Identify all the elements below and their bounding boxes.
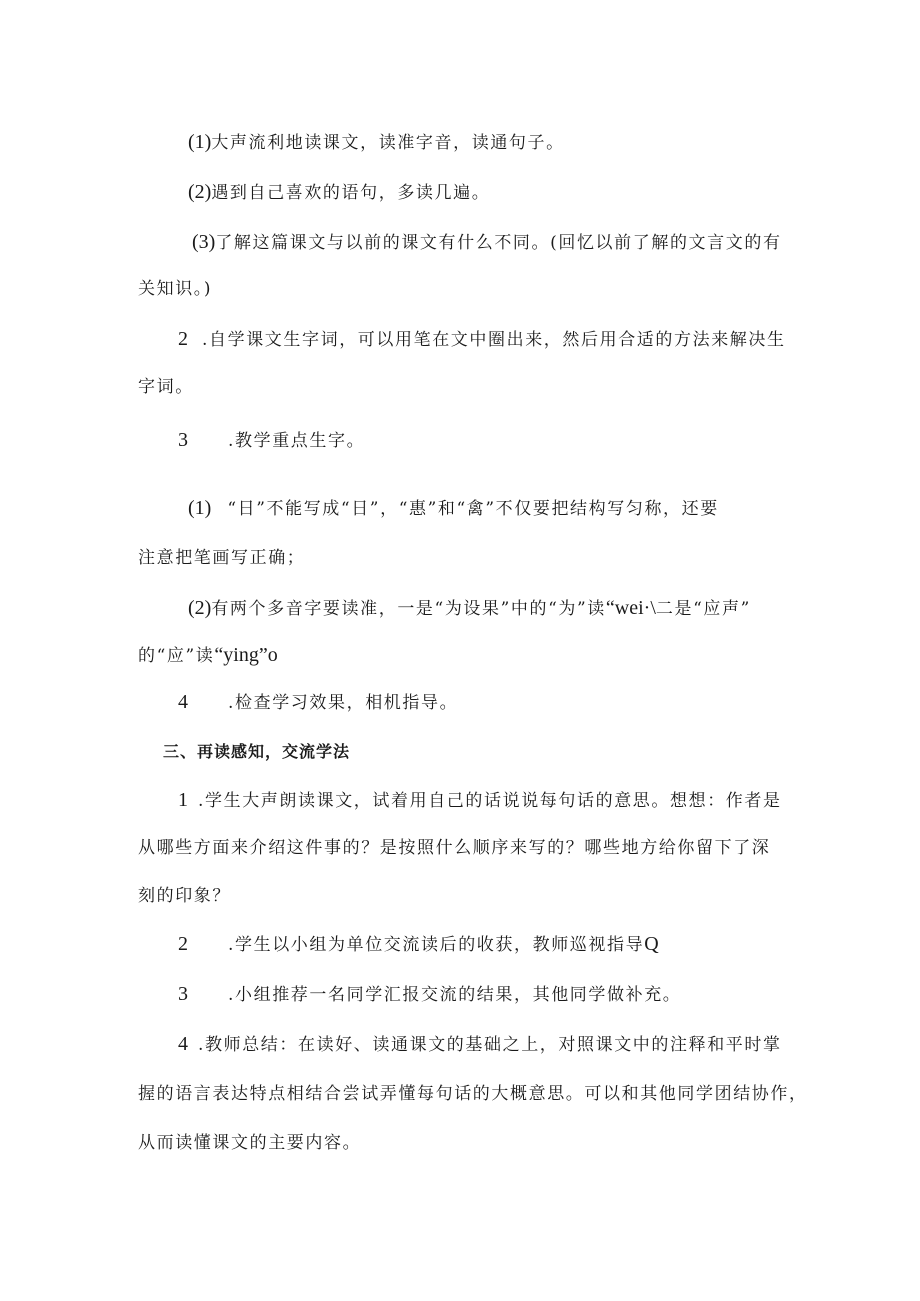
line-text: 从而读懂课文的主要内容。 — [138, 1133, 362, 1153]
line-text: 注意把笔画写正确； — [138, 548, 306, 568]
line-favorite-sentences — [188, 180, 838, 205]
item-number: (2) — [188, 181, 212, 203]
line-text: 关知识。) — [138, 279, 213, 299]
line-text: 字词。 — [138, 377, 194, 397]
line-read-aloud-meaning — [178, 788, 828, 813]
line-text: 遇到自己喜欢的语句，多读几遍。 — [211, 183, 491, 203]
line-text: .学生以小组为单位交流读后的收获，教师巡视指导 — [228, 935, 645, 955]
line-text: 刻的印象？ — [138, 886, 231, 906]
item-number: (2) — [188, 597, 212, 619]
line-text: .教学重点生字。 — [228, 431, 366, 451]
line-text: 从哪些方面来介绍这件事的？是按照什么顺序来写的？哪些地方给你留下了深 — [138, 838, 771, 858]
line-text: “日”不能写成“日”，“惠”和“禽”不仅要把结构写匀称，还要 — [227, 499, 719, 519]
line-text: .检查学习效果，相机指导。 — [228, 693, 459, 713]
line-compare-texts — [192, 230, 842, 255]
item-number: 4 — [178, 691, 188, 713]
line-read-aloud — [188, 130, 838, 155]
line-text: .教师总结：在读好、读通课文的基础之上，对照课文中的注释和平时掌 — [198, 1035, 782, 1055]
item-number: 4 — [178, 1033, 188, 1055]
line-text: .自学课文生字词，可以用笔在文中圈出来，然后用合适的方法来解决生 — [202, 330, 786, 350]
line-read-aloud-meaning-cont — [138, 836, 788, 860]
pinyin-text: “wei·\ — [605, 597, 656, 619]
section-heading — [163, 740, 813, 764]
item-number: 1 — [178, 789, 188, 811]
line-teacher-summary-cont — [138, 1082, 808, 1106]
line-self-study — [178, 327, 828, 352]
line-text: 大声流利地读课文，读准字音，读通句子。 — [211, 133, 565, 153]
line-text: 握的语言表达特点相结合尝试弄懂每句话的大概意思。可以和其他同学团结协作， — [138, 1084, 808, 1104]
line-character-rule-cont — [138, 546, 788, 570]
heading-text: 三、再读感知，交流学法 — [163, 742, 351, 761]
line-group-report — [178, 982, 828, 1007]
item-number: 3 — [178, 983, 188, 1005]
line-polyphonic — [188, 596, 838, 621]
item-number: (1) — [188, 497, 212, 519]
stray-mark-text: Q — [644, 933, 659, 955]
line-read-aloud-meaning-cont2 — [138, 884, 788, 908]
item-number: (1) — [188, 131, 212, 153]
line-text: 了解这篇课文与以前的课文有什么不同。(回忆以前了解的文言文的有 — [215, 233, 782, 253]
line-text: .学生大声朗读课文，试着用自己的话说说每句话的意思。想想：作者是 — [198, 791, 782, 811]
line-polyphonic-cont — [138, 643, 788, 668]
line-text: 的“应”读 — [138, 646, 215, 666]
line-text: .小组推荐一名同学汇报交流的结果，其他同学做补充。 — [228, 985, 682, 1005]
line-check-effect — [178, 690, 828, 715]
item-number: 2 — [178, 328, 188, 350]
line-self-study-cont — [138, 375, 788, 399]
line-text: 有两个多音字要读准，一是“为设果”中的“为”读 — [211, 599, 606, 619]
line-character-rule — [188, 496, 838, 521]
line-teacher-summary-cont2 — [138, 1131, 788, 1155]
pinyin-text: “ying”o — [214, 644, 278, 666]
line-group-exchange — [178, 932, 828, 957]
line-teacher-summary — [178, 1032, 828, 1057]
line-compare-texts-cont — [138, 277, 788, 301]
line-text-tail: 二是“应声” — [655, 599, 751, 619]
item-number: (3) — [192, 231, 216, 253]
item-number: 3 — [178, 429, 188, 451]
line-key-characters — [178, 428, 828, 453]
item-number: 2 — [178, 933, 188, 955]
